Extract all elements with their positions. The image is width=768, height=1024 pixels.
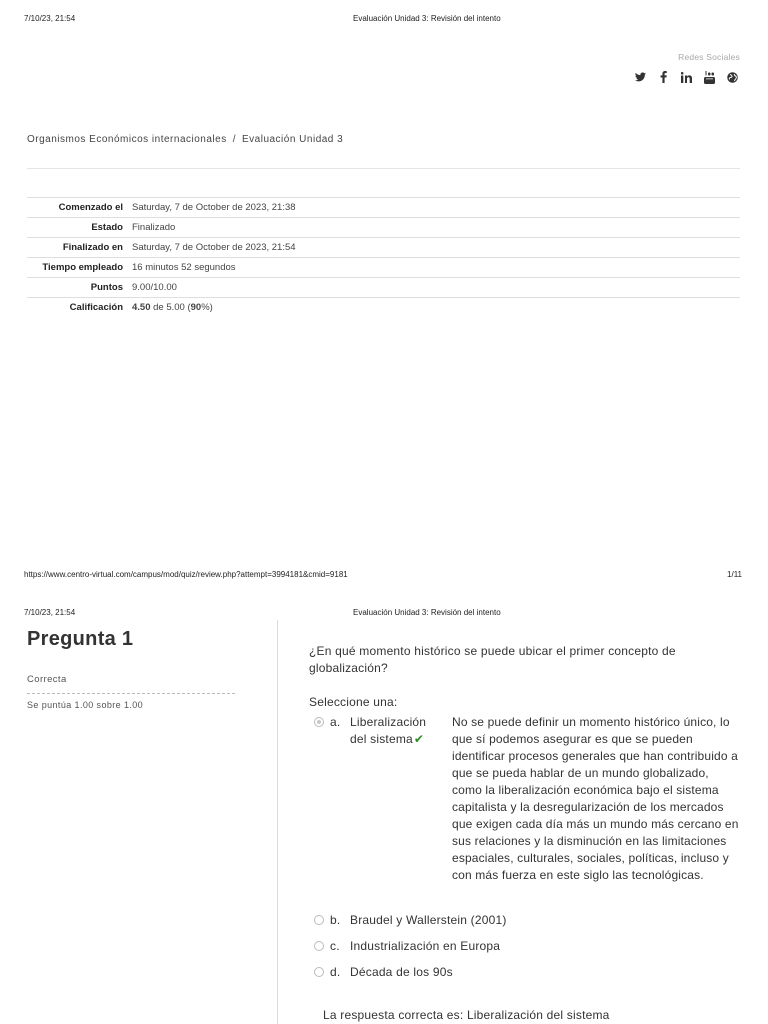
summary-label: Estado	[27, 218, 128, 238]
radio-button[interactable]	[314, 941, 324, 951]
summary-label: Tiempo empleado	[27, 258, 128, 278]
checkmark-icon: ✔	[413, 732, 425, 746]
radio-button[interactable]	[314, 717, 324, 727]
summary-value: Saturday, 7 de October de 2023, 21:38	[128, 198, 740, 218]
summary-value: Finalizado	[128, 218, 740, 238]
grade-percent-end: %)	[201, 302, 213, 313]
correct-answer-text: La respuesta correcta es: Liberalización del sistema	[323, 1008, 610, 1022]
facebook-icon[interactable]	[658, 70, 669, 84]
breadcrumb	[27, 134, 343, 145]
grade-percent: 90	[190, 302, 202, 313]
answer-option[interactable]	[314, 714, 442, 748]
summary-row	[27, 198, 740, 218]
answer-feedback: No se puede definir un momento histórico único, lo que sí podemos asegurar es que se pueden identificar procesos generales que han contribuido a que se pueda hablar de un mundo globalizado, como la liberalización económica bajo el sistema capitalista y la desregularización de los mercados que exigen cada día más un mundo más cercano en sus relaciones y la disminución en las limitaciones espaciales, culturales, sociales, políticas, incluso y con más fuerza en este siglo las tecnológicas.	[452, 715, 739, 882]
summary-value: 9.00/10.00	[128, 278, 740, 298]
grade-max: de 5.00 (	[150, 302, 191, 313]
globe-icon[interactable]	[727, 70, 738, 84]
summary-label: Finalizado en	[27, 238, 128, 258]
summary-row	[27, 298, 740, 318]
divider	[277, 620, 278, 1024]
answer-text: Industrialización en Europa	[350, 939, 501, 953]
summary-label: Calificación	[27, 298, 128, 318]
radio-button[interactable]	[314, 967, 324, 977]
answer-letter: d.	[330, 965, 341, 979]
answer-text: Braudel y Wallerstein (2001)	[350, 913, 507, 927]
linkedin-icon[interactable]	[681, 70, 692, 84]
print-doc-title: Evaluación Unidad 3: Revisión del intento	[353, 14, 501, 23]
radio-button[interactable]	[314, 915, 324, 925]
answer-option[interactable]	[314, 964, 453, 981]
print-doc-title: Evaluación Unidad 3: Revisión del intento	[353, 608, 501, 617]
youtube-icon[interactable]	[704, 70, 715, 84]
answer-prompt: Seleccione una:	[309, 695, 398, 709]
divider	[27, 693, 235, 694]
question-grade: Se puntúa 1.00 sobre 1.00	[27, 700, 144, 710]
answer-letter: a.	[330, 715, 341, 729]
answer-letter: c.	[330, 939, 340, 953]
summary-value: 16 minutos 52 segundos	[128, 258, 740, 278]
question-text: ¿En qué momento histórico se puede ubicar el primer concepto de globalización?	[309, 644, 676, 675]
twitter-icon[interactable]	[635, 70, 646, 84]
summary-row	[27, 238, 740, 258]
breadcrumb-quiz-link[interactable]: Evaluación Unidad 3	[241, 134, 344, 145]
summary-value: Saturday, 7 de October de 2023, 21:54	[128, 238, 740, 258]
breadcrumb-course-link[interactable]: Organismos Económicos internacionales	[27, 134, 227, 145]
print-url: https://www.centro-virtual.com/campus/mod/quiz/review.php?attempt=3994181&cmid=9181	[24, 570, 348, 579]
summary-row	[27, 258, 740, 278]
answer-letter: b.	[330, 913, 341, 927]
summary-label: Puntos	[27, 278, 128, 298]
print-date: 7/10/23, 21:54	[24, 608, 76, 617]
grade-value	[128, 298, 740, 318]
question-title: Pregunta 1	[27, 628, 134, 650]
summary-row	[27, 218, 740, 238]
social-heading: Redes Sociales	[678, 52, 740, 62]
summary-row	[27, 278, 740, 298]
answer-text: Década de los 90s	[350, 965, 453, 979]
print-date: 7/10/23, 21:54	[24, 14, 76, 23]
question-state: Correcta	[27, 674, 67, 685]
answer-option[interactable]	[314, 938, 500, 955]
summary-label: Comenzado el	[27, 198, 128, 218]
print-page-number: 1/11	[727, 570, 742, 579]
answer-option[interactable]	[314, 912, 507, 929]
attempt-summary-table	[27, 197, 740, 317]
social-icons	[635, 70, 738, 84]
grade-score: 4.50	[132, 302, 151, 313]
breadcrumb-separator: /	[232, 134, 236, 145]
divider	[27, 168, 740, 169]
answer-text: Liberalización del sistema	[350, 715, 427, 746]
